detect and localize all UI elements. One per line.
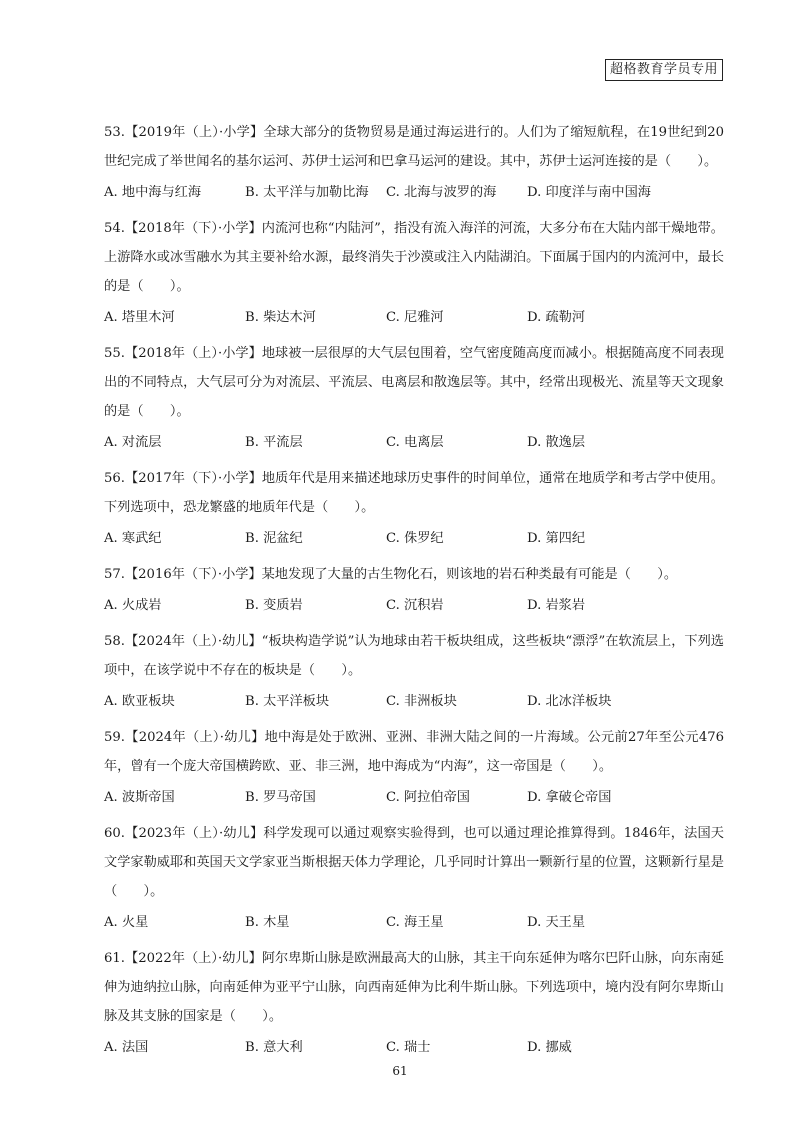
option-d: D. 天王星 <box>527 915 586 930</box>
question-54 <box>104 214 724 332</box>
question-stem: 60.【2023年（上）·幼儿】科学发现可以通过观察实验得到，也可以通过理论推算得到。1846年，法国天文学家勒威耶和英国天文学家亚当斯根据天体力学理论，几乎同时计算出一颗新行星的位置，这颗新行星是（ ）。 <box>104 826 724 899</box>
question-stem: 61.【2022年（上）·幼儿】阿尔卑斯山脉是欧洲最高大的山脉，其主干向东延伸为喀尔巴阡山脉，向东南延伸为迪纳拉山脉，向南延伸为亚平宁山脉，向西南延伸为比利牛斯山脉。下列选项中，境内没有阿尔卑斯山脉及其支脉的国家是（ ）。 <box>104 951 724 1024</box>
options-row <box>104 524 724 553</box>
option-d: D. 印度洋与南中国海 <box>527 185 651 200</box>
question-55 <box>104 339 724 457</box>
option-b: B. 木星 <box>245 915 290 930</box>
option-d: D. 疏勒河 <box>527 310 586 325</box>
option-b: B. 罗马帝国 <box>245 790 316 805</box>
options-row <box>104 1033 724 1062</box>
option-b: B. 变质岩 <box>245 598 303 613</box>
question-53 <box>104 118 724 207</box>
question-60 <box>104 819 724 937</box>
option-a: A. 火星 <box>104 915 149 930</box>
option-c: C. 阿拉伯帝国 <box>386 790 470 805</box>
question-stem: 57.【2016年（下）·小学】某地发现了大量的古生物化石，则该地的岩石种类最有可能是（ ）。 <box>104 567 678 582</box>
options-row <box>104 783 724 812</box>
option-d: D. 挪威 <box>527 1040 572 1055</box>
question-57 <box>104 560 724 620</box>
question-stem: 55.【2018年（上）·小学】地球被一层很厚的大气层包围着，空气密度随高度而减小。根据随高度不同表现出的不同特点，大气层可分为对流层、平流层、电离层和散逸层等。其中，经常出现极光、流星等天文现象的是（ ）。 <box>104 346 724 419</box>
question-stem: 58.【2024年（上）·幼儿】“板块构造学说”认为地球由若干板块组成，这些板块“漂浮”在软流层上，下列选项中，在该学说中不存在的板块是（ ）。 <box>104 634 724 678</box>
option-a: A. 法国 <box>104 1040 149 1055</box>
option-c: C. 瑞士 <box>386 1040 431 1055</box>
option-c: C. 海王星 <box>386 915 444 930</box>
question-stem: 59.【2024年（上）·幼儿】地中海是处于欧洲、亚洲、非洲大陆之间的一片海域。公元前27年至公元476年，曾有一个庞大帝国横跨欧、亚、非三洲，地中海成为“内海”，这一帝国是（ ）。 <box>104 730 724 774</box>
option-d: D. 北冰洋板块 <box>527 694 612 709</box>
option-b: B. 意大利 <box>245 1040 303 1055</box>
question-61 <box>104 944 724 1062</box>
options-row <box>104 908 724 937</box>
option-d: D. 岩浆岩 <box>527 598 586 613</box>
question-list <box>104 118 724 1069</box>
option-a: A. 欧亚板块 <box>104 694 175 709</box>
option-c: C. 北海与波罗的海 <box>386 185 497 200</box>
option-c: C. 非洲板块 <box>386 694 457 709</box>
option-c: C. 电离层 <box>386 435 444 450</box>
option-a: A. 波斯帝国 <box>104 790 175 805</box>
option-a: A. 火成岩 <box>104 598 162 613</box>
option-b: B. 泥盆纪 <box>245 531 303 546</box>
question-56 <box>104 464 724 553</box>
options-row <box>104 303 724 332</box>
option-a: A. 寒武纪 <box>104 531 162 546</box>
question-stem: 53.【2019年（上）·小学】全球大部分的货物贸易是通过海运进行的。人们为了缩短航程，在19世纪到20世纪完成了举世闻名的基尔运河、苏伊士运河和巴拿马运河的建设。其中，苏伊士运河连接的是（ ）。 <box>104 125 724 169</box>
option-b: B. 太平洋板块 <box>245 694 330 709</box>
options-row <box>104 687 724 716</box>
option-b: B. 平流层 <box>245 435 303 450</box>
options-row <box>104 591 724 620</box>
page-number: 61 <box>392 1064 408 1078</box>
option-d: D. 拿破仑帝国 <box>527 790 612 805</box>
option-b: B. 太平洋与加勒比海 <box>245 185 369 200</box>
option-c: C. 沉积岩 <box>386 598 444 613</box>
question-58 <box>104 627 724 716</box>
option-d: D. 散逸层 <box>527 435 586 450</box>
option-a: A. 对流层 <box>104 435 162 450</box>
question-stem: 56.【2017年（下）·小学】地质年代是用来描述地球历史事件的时间单位，通常在地质学和考古学中使用。下列选项中，恐龙繁盛的地质年代是（ ）。 <box>104 471 724 515</box>
options-row <box>104 428 724 457</box>
option-d: D. 第四纪 <box>527 531 586 546</box>
option-c: C. 尼雅河 <box>386 310 444 325</box>
option-a: A. 塔里木河 <box>104 310 175 325</box>
options-row <box>104 178 724 207</box>
question-stem: 54.【2018年（下）·小学】内流河也称“内陆河”，指没有流入海洋的河流，大多分布在大陆内部干燥地带。上游降水或冰雪融水为其主要补给水源，最终消失于沙漠或注入内陆湖泊。下面属于国内的内流河中，最长的是（ ）。 <box>104 221 724 294</box>
option-b: B. 柴达木河 <box>245 310 316 325</box>
option-c: C. 侏罗纪 <box>386 531 444 546</box>
question-59 <box>104 723 724 812</box>
option-a: A. 地中海与红海 <box>104 185 202 200</box>
header-tag: 超格教育学员专用 <box>605 59 723 81</box>
